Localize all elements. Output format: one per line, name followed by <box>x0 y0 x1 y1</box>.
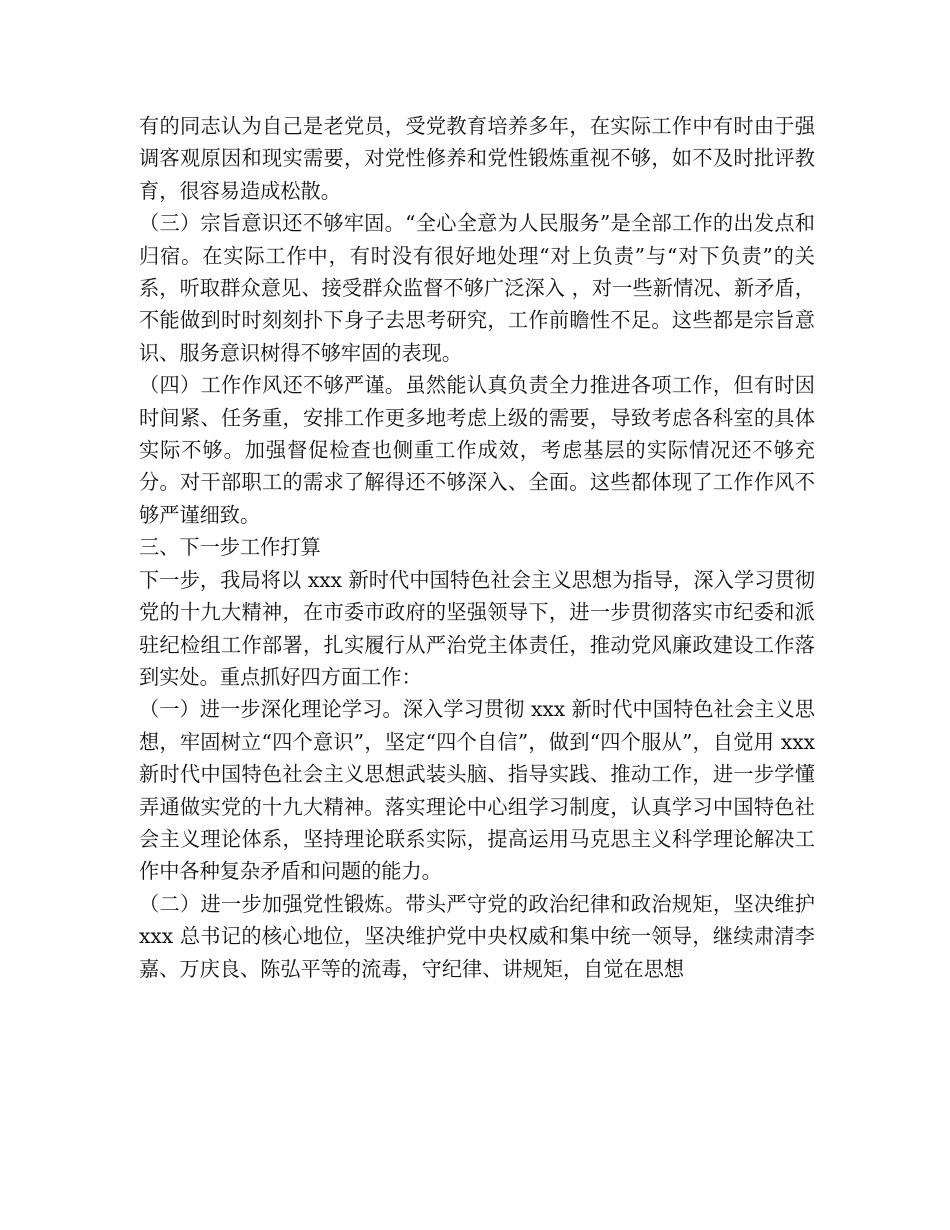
section-heading: 三、下一步工作打算 <box>139 535 321 560</box>
paragraph-6: （二）进一步加强党性锻炼。带头严守党的政治纪律和政治规矩，坚决维护 xxx 总书记的核心地位，坚决维护党中央权威和集中统一领导，继续肃清李嘉、万庆良、陈弘平等的流毒，守纪律、讲规矩，自觉在思想 <box>139 891 815 981</box>
paragraph-2: （三）宗旨意识还不够牢固。“全心全意为人民服务”是全部工作的出发点和归宿。在实际工作中，有时没有很好地处理“对上负责”与“对下负责”的关系，听取群众意见、接受群众监督不够广泛深入 ，对一些新情况、新矛盾，不能做到时时刻刻扑下身子去思考研究，工作前瞻性不足。这些都是宗旨意识、服务意识树得不够牢固的表现。 <box>139 211 815 365</box>
paragraph-4: 下一步，我局将以 xxx 新时代中国特色社会主义思想为指导，深入学习贯彻党的十九大精神，在市委市政府的坚强领导下，进一步贯彻落实市纪委和派驻纪检组工作部署，扎实履行从严治党主体责任，推动党风廉政建设工作落到实处。重点抓好四方面工作： <box>139 567 815 689</box>
document-body <box>139 110 815 985</box>
paragraph-1: 有的同志认为自己是老党员，受党教育培养多年，在实际工作中有时由于强调客观原因和现实需要，对党性修养和党性锻炼重视不够，如不及时批评教育，很容易造成松散。 <box>139 114 815 203</box>
paragraph-5: （一）进一步深化理论学习。深入学习贯彻 xxx 新时代中国特色社会主义思想，牢固树立“四个意识”，坚定“四个自信”，做到“四个服从”，自觉用 xxx 新时代中国特色社会主义思想武装头脑、指导实践、推动工作，进一步学懂弄通做实党的十九大精神。落实理论中心组学习制度，认真学习中国特色社会主义理论体系，坚持理论联系实际，提高运用马克思主义科学理论解决工作中各种复杂矛盾和问题的能力。 <box>139 697 815 884</box>
paragraph-3: （四）工作作风还不够严谨。虽然能认真负责全力推进各项工作，但有时因时间紧、任务重，安排工作更多地考虑上级的需要，导致考虑各科室的具体实际不够。加强督促检查也侧重工作成效，考虑基层的实际情况还不够充分。对干部职工的需求了解得还不够深入、全面。这些都体现了工作作风不够严谨细致。 <box>139 373 815 527</box>
